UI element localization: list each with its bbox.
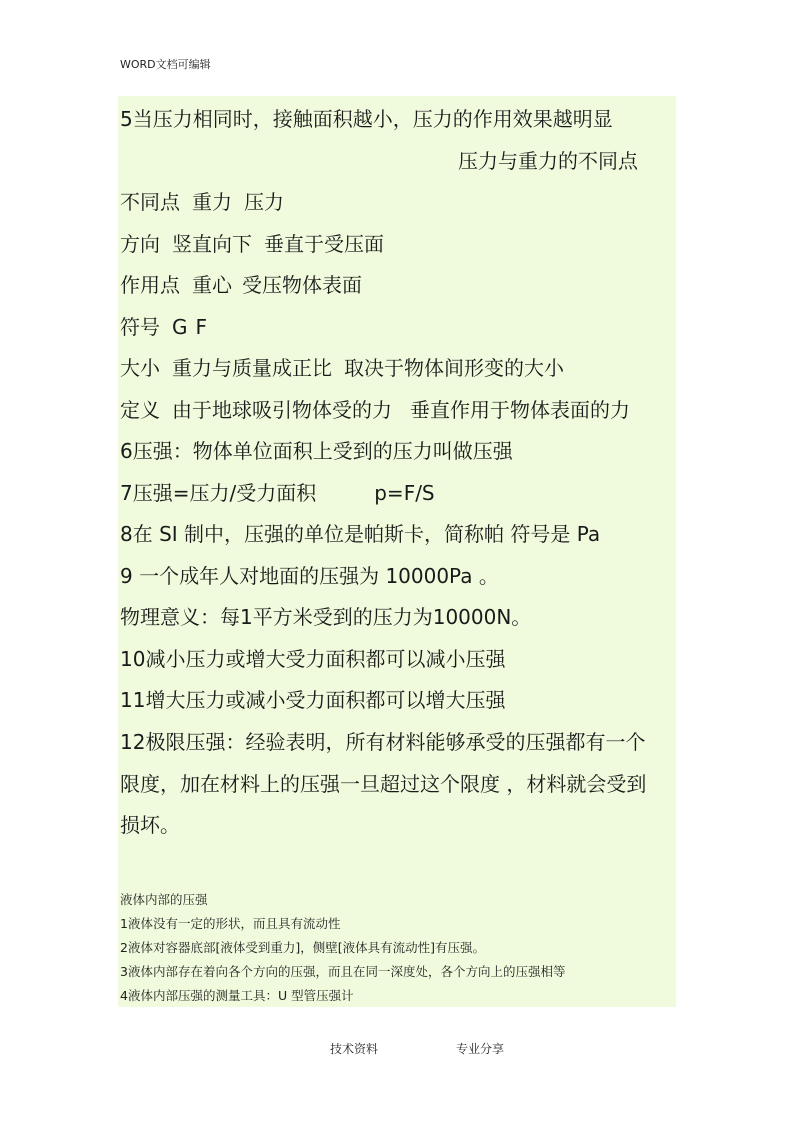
comparison-row-definition bbox=[120, 397, 630, 423]
comparison-table-title: 压力与重力的不同点 bbox=[458, 149, 638, 173]
row-gravity-cell: 重力 bbox=[192, 190, 232, 214]
comparison-row-header bbox=[120, 189, 284, 215]
row-label: 大小 bbox=[120, 356, 160, 380]
statement-6: 6压强：物体单位面积上受到的压力叫做压强 bbox=[120, 439, 513, 463]
row-label: 不同点 bbox=[120, 190, 180, 214]
footer-right-label: 专业分享 bbox=[456, 1042, 505, 1056]
statement-8: 8在 SI 制中，压强的单位是帕斯卡，简称帕 符号是 Pa bbox=[120, 522, 601, 546]
row-pressure-cell: F bbox=[195, 315, 208, 339]
liquid-pressure-item: 1液体没有一定的形状，而且具有流动性 bbox=[120, 916, 341, 931]
footer-left-label: 技术资料 bbox=[330, 1042, 379, 1056]
document-header-label: WORD文档可编辑 bbox=[120, 58, 211, 71]
row-label: 符号 bbox=[120, 315, 160, 339]
row-pressure-cell: 垂直于受压面 bbox=[264, 232, 384, 256]
liquid-pressure-item: 2液体对容器底部[液体受到重力]，侧壁[液体具有流动性]有压强。 bbox=[120, 940, 485, 955]
row-label: 作用点 bbox=[120, 273, 180, 297]
row-pressure-cell: 垂直作用于物体表面的力 bbox=[410, 398, 630, 422]
liquid-pressure-item: 3液体内部存在着向各个方向的压强，而且在同一深度处，各个方向上的压强相等 bbox=[120, 964, 566, 979]
pressure-formula: p=F/S bbox=[374, 481, 435, 505]
statement-10: 10减小压力或增大受力面积都可以减小压强 bbox=[120, 647, 506, 671]
statement-9: 9 一个成年人对地面的压强为 10000Pa 。 bbox=[120, 564, 499, 588]
row-gravity-cell: 重力与质量成正比 bbox=[172, 356, 332, 380]
row-gravity-cell: 竖直向下 bbox=[172, 232, 252, 256]
statement-11: 11增大压力或减小受力面积都可以增大压强 bbox=[120, 688, 506, 712]
highlighted-content-block bbox=[118, 96, 676, 1007]
row-gravity-cell: 由于地球吸引物体受的力 bbox=[172, 398, 392, 422]
row-label: 定义 bbox=[120, 398, 160, 422]
statement-12-line: 限度，加在材料上的压强一旦超过这个限度 ，材料就会受到 bbox=[120, 771, 647, 796]
statement-5: 5当压力相同时，接触面积越小，压力的作用效果越明显 bbox=[120, 107, 613, 131]
comparison-row-symbol bbox=[120, 314, 207, 340]
liquid-pressure-item: 4液体内部压强的测量工具：U 型管压强计 bbox=[120, 988, 354, 1003]
row-pressure-cell: 取决于物体间形变的大小 bbox=[344, 356, 564, 380]
statement-7 bbox=[120, 480, 435, 506]
liquid-pressure-title: 液体内部的压强 bbox=[120, 892, 208, 907]
statement-12-line: 损坏。 bbox=[120, 813, 180, 837]
row-pressure-cell: 受压物体表面 bbox=[242, 273, 362, 297]
row-gravity-cell: G bbox=[172, 315, 188, 339]
pressure-definition-text: 7压强=压力/受力面积 bbox=[120, 481, 317, 505]
row-gravity-cell: 重心 bbox=[192, 273, 232, 297]
statement-12-paragraph bbox=[120, 722, 646, 847]
row-label: 方向 bbox=[120, 232, 160, 256]
comparison-row-magnitude bbox=[120, 355, 564, 381]
comparison-row-direction bbox=[120, 231, 384, 257]
comparison-row-point-of-action bbox=[120, 272, 362, 298]
row-pressure-cell: 压力 bbox=[244, 190, 284, 214]
statement-12-line: 12极限压强：经验表明，所有材料能够承受的压强都有一个 bbox=[120, 730, 646, 754]
physical-meaning: 物理意义：每1平方米受到的压力为10000N。 bbox=[120, 605, 532, 629]
